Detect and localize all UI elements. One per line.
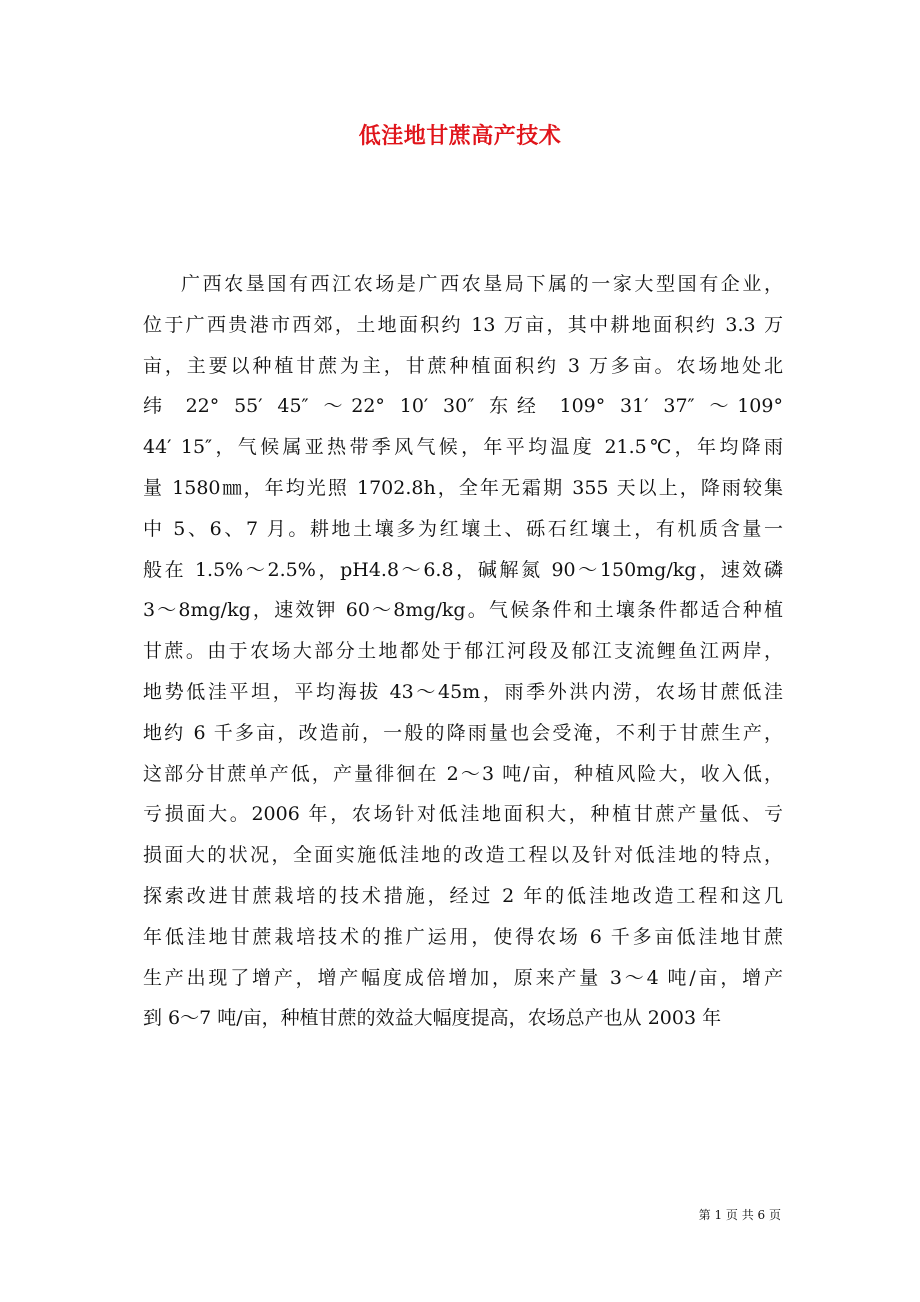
body-line: 中 5、6、7 月。耕地土壤多为红壤土、砾石红壤土，有机质含量一 — [143, 517, 783, 540]
page-number: 第 1 页 共 6 页 — [698, 1208, 781, 1222]
body-line: 亩，主要以种植甘蔗为主，甘蔗种植面积约 3 万多亩。农场地处北 — [143, 354, 783, 377]
body-line: 般在 1.5%～2.5%，pH4.8～6.8，碱解氮 90～150mg/kg，速效磷 — [143, 558, 783, 581]
body-line: 44′ 15″，气候属亚热带季风气候，年平均温度 21.5℃，年均降雨 — [143, 436, 783, 459]
body-line: 纬 22° 55′ 45″ ～22° 10′ 30″ 东经 109° 31′ 37″ ～109° — [143, 395, 783, 418]
body-line: 生产出现了增产，增产幅度成倍增加，原来产量 3～4 吨/亩，增产 — [143, 966, 783, 989]
body-line: 这部分甘蔗单产低，产量徘徊在 2～3 吨/亩，种植风险大，收入低， — [143, 762, 783, 785]
body-line: 3～8mg/kg，速效钾 60～8mg/kg。气候条件和土壤条件都适合种植 — [143, 599, 783, 622]
body-line: 地势低洼平坦，平均海拔 43～45m，雨季外洪内涝，农场甘蔗低洼 — [143, 680, 783, 703]
body-line: 探索改进甘蔗栽培的技术措施，经过 2 年的低洼地改造工程和这几 — [143, 884, 783, 907]
body-line: 亏损面大。2006 年，农场针对低洼地面积大，种植甘蔗产量低、亏 — [143, 803, 783, 826]
body-line: 年低洼地甘蔗栽培技术的推广运用，使得农场 6 千多亩低洼地甘蔗 — [143, 925, 783, 948]
body-line: 广西农垦国有西江农场是广西农垦局下属的一家大型国有企业， — [181, 273, 783, 295]
body-line: 地约 6 千多亩，改造前，一般的降雨量也会受淹，不利于甘蔗生产， — [143, 721, 783, 744]
body-line: 甘蔗。由于农场大部分土地都处于郁江河段及郁江支流鲤鱼江两岸， — [143, 640, 783, 663]
body-line: 到 6～7 吨/亩，种植甘蔗的效益大幅度提高，农场总产也从 2003 年 — [143, 1007, 722, 1030]
body-line: 位于广西贵港市西郊，土地面积约 13 万亩，其中耕地面积约 3.3 万 — [143, 313, 783, 336]
document-title: 低洼地甘蔗高产技术 — [358, 123, 562, 149]
body-line: 损面大的状况，全面实施低洼地的改造工程以及针对低洼地的特点， — [143, 844, 783, 867]
body-text — [143, 264, 783, 1039]
body-line: 量 1580㎜，年均光照 1702.8h，全年无霜期 355 天以上，降雨较集 — [143, 476, 783, 499]
